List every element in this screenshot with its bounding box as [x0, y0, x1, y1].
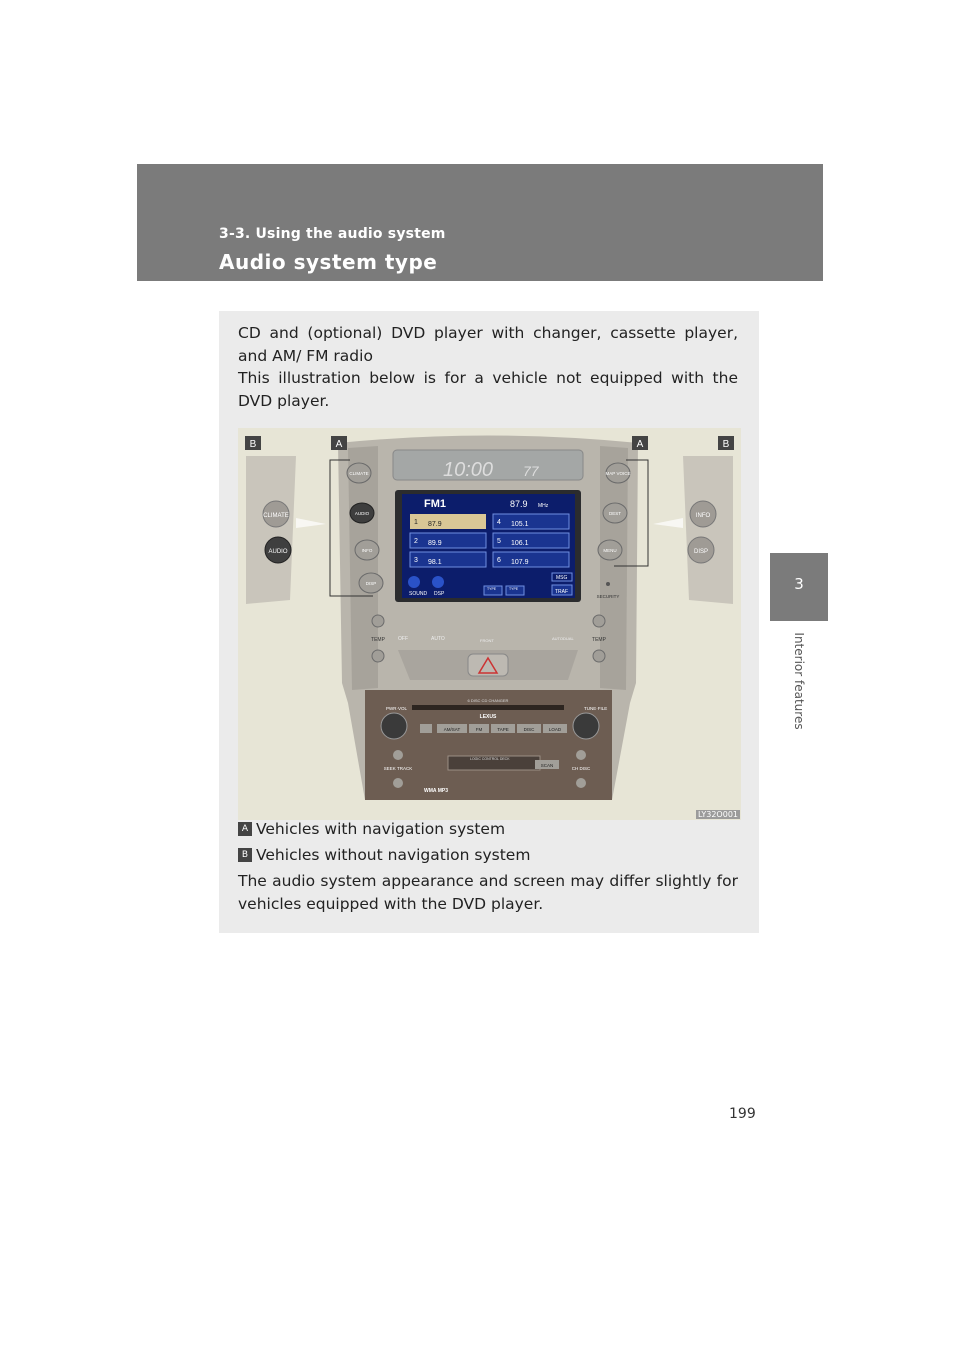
chapter-tab: 3 — [770, 553, 828, 621]
preset-freq-4: 105.1 — [511, 521, 529, 528]
nonav-disp-label: DISP — [693, 549, 709, 555]
legend-a — [238, 820, 505, 838]
screen-station: FM1 — [424, 498, 446, 510]
nonav-right-panel — [683, 456, 733, 604]
preset-num-4: 4 — [497, 519, 501, 526]
temp-left-label: TEMP — [371, 637, 385, 643]
clock-display: 10:00 — [443, 459, 494, 481]
callout-b-left-label: B — [249, 439, 257, 450]
screen-msg-label: MSG — [556, 575, 568, 581]
page-title: Audio system type — [219, 250, 438, 274]
map-voice-label: MAP VOICE — [605, 471, 631, 476]
cd-slot — [412, 705, 564, 710]
temp-right-label: TEMP — [592, 637, 606, 643]
callout-a-left-label: A — [335, 439, 343, 450]
nonav-left-panel — [246, 456, 296, 604]
amsat-label: AM/SAT — [443, 727, 461, 732]
preset-freq-2: 89.9 — [428, 540, 442, 547]
preset-freq-6: 107.9 — [511, 559, 529, 566]
tune-file-knob — [573, 713, 599, 739]
preset-button-1 — [410, 514, 486, 529]
preset-button-4 — [493, 514, 569, 529]
climate-auto2-label: AUTO — [552, 636, 564, 641]
tune-file-label: TUNE·FILE — [584, 706, 608, 711]
sound-icon — [408, 576, 420, 588]
figure-code: LY32O001 — [697, 810, 738, 819]
nonav-audio-label: AUDIO — [268, 549, 288, 555]
preset-num-6: 6 — [497, 557, 501, 564]
preset-button-3 — [410, 552, 486, 567]
preset-num-2: 2 — [414, 538, 418, 545]
section-title: 3-3. Using the audio system — [219, 226, 446, 242]
intro-paragraph-2: This illustration below is for a vehicle not equipped with the DVD player. — [238, 369, 738, 410]
menu-label: MENU — [603, 548, 617, 553]
legend-b — [238, 846, 530, 864]
security-label: SECURITY — [596, 594, 620, 599]
changer-label: 6 DISC CD CHANGER — [467, 698, 509, 703]
preset-freq-1: 87.9 — [428, 521, 442, 528]
screen-frequency: 87.9 — [510, 499, 528, 509]
dest-label: DEST — [608, 511, 622, 516]
preset-button-5 — [493, 533, 569, 548]
illustration-svg — [238, 428, 741, 820]
climate-label: CLIMATE — [349, 471, 369, 476]
disp-label: DISP — [365, 581, 377, 586]
legend-a-text: Vehicles with navigation system — [256, 820, 506, 838]
tape-label: TAPE — [497, 727, 509, 732]
pwr-vol-label: PWR·VOL — [386, 706, 408, 711]
callout-b-right-label: B — [722, 439, 730, 450]
climate-front-label: FRONT — [480, 638, 494, 643]
climate-dual-label: DUAL — [563, 636, 574, 641]
info-label: INFO — [361, 548, 373, 553]
screen-frequency-unit: MHz — [538, 503, 549, 509]
nonav-climate-label: CLIMATE — [263, 513, 289, 519]
preset-num-5: 5 — [497, 538, 501, 545]
chapter-label-text: Interior features — [792, 632, 806, 730]
ch-disc-label: CH DISC — [571, 766, 591, 771]
audio-system-illustration — [238, 428, 741, 820]
climate-auto-label: AUTO — [431, 636, 445, 642]
nonav-info-label: INFO — [695, 513, 711, 519]
screen-dsp-label: DSP — [434, 591, 445, 597]
audio-label: AUDIO — [354, 511, 370, 516]
callout-a-right-label: A — [636, 439, 644, 450]
preset-freq-5: 106.1 — [511, 540, 529, 547]
climate-off-label: OFF — [398, 636, 408, 642]
temp-display: 77 — [523, 463, 539, 479]
preset-num-1: 1 — [414, 519, 418, 526]
preset-freq-3: 98.1 — [428, 559, 442, 566]
screen-type-left-label: TYPE — [487, 587, 497, 591]
scan-label: SCAN — [540, 763, 554, 768]
page-number: 199 — [729, 1106, 756, 1122]
legend-b-text: Vehicles without navigation system — [256, 846, 531, 864]
preset-num-3: 3 — [414, 557, 418, 564]
preset-button-6 — [493, 552, 569, 567]
formats-label: WMA MP3 — [424, 788, 448, 794]
closing-paragraph: The audio system appearance and screen may differ slightly for vehicles equipped with the DVD player. — [238, 872, 738, 913]
chapter-label — [791, 632, 807, 736]
load-label: LOAD — [548, 727, 562, 732]
deck-label: LOGIC CONTROL DECK — [470, 757, 510, 761]
disc-label: DISC — [523, 727, 535, 732]
brand-label: LEXUS — [479, 714, 497, 720]
seek-track-label: SEEK TRACK — [383, 766, 413, 771]
legend-b-marker: B — [238, 848, 252, 862]
pwr-vol-knob — [381, 713, 407, 739]
preset-button-2 — [410, 533, 486, 548]
screen-sound-label: SOUND — [409, 591, 428, 597]
legend-a-marker: A — [238, 822, 252, 836]
intro-paragraph-1: CD and (optional) DVD player with changer, cassette player, and AM/ FM radio — [238, 324, 738, 365]
dsp-icon — [432, 576, 444, 588]
fm-label: FM — [475, 727, 483, 732]
screen-traf-label: TRAF — [555, 589, 569, 595]
screen-type-right-label: TYPE — [509, 587, 519, 591]
